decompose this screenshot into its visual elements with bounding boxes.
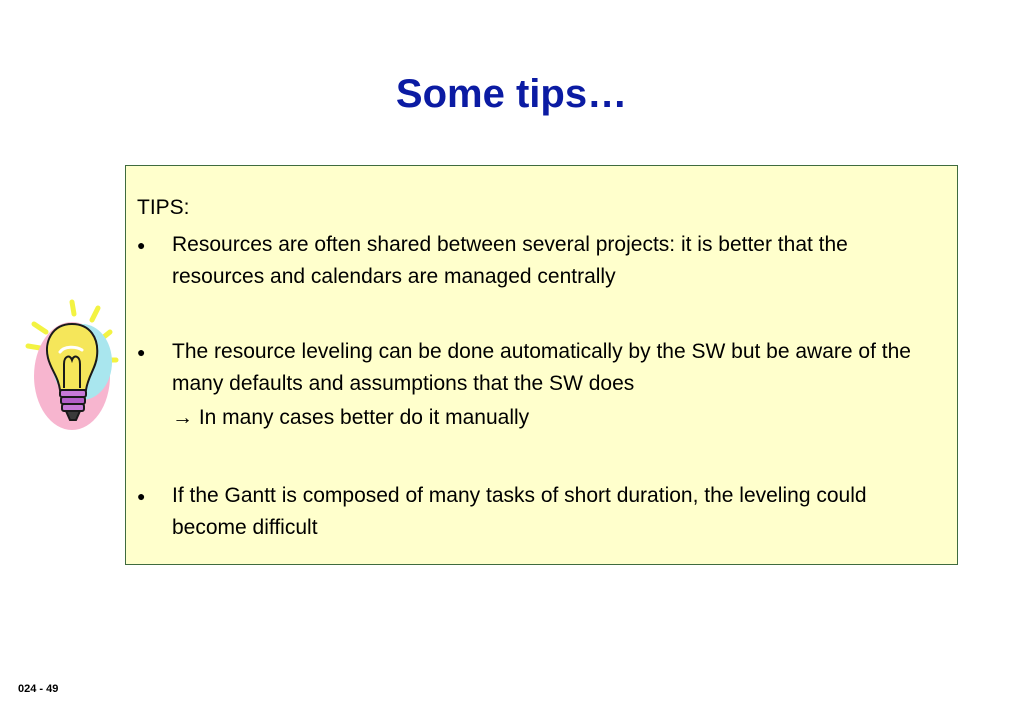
tip-text: If the Gantt is composed of many tasks of short duration, the leveling could become difficult	[172, 484, 867, 539]
bullet-icon: ●	[137, 344, 146, 360]
list-item	[137, 480, 937, 544]
bullet-icon: ●	[137, 237, 146, 253]
list-item	[137, 336, 937, 434]
tips-box	[125, 165, 958, 565]
tip-note: → In many cases better do it manually	[172, 406, 530, 429]
slide-number: 024 - 49	[18, 683, 59, 695]
bullet-icon: ●	[137, 488, 146, 504]
tips-heading: TIPS:	[137, 196, 190, 219]
lightbulb-icon	[24, 298, 124, 438]
list-item	[137, 229, 937, 293]
page-title: Some tips…	[395, 72, 628, 116]
tip-text: The resource leveling can be done automatically by the SW but be aware of the many defaults and assumptions that the SW does	[172, 340, 911, 395]
tip-text: Resources are often shared between several projects: it is better that the resources and calendars are managed centrally	[172, 233, 848, 288]
